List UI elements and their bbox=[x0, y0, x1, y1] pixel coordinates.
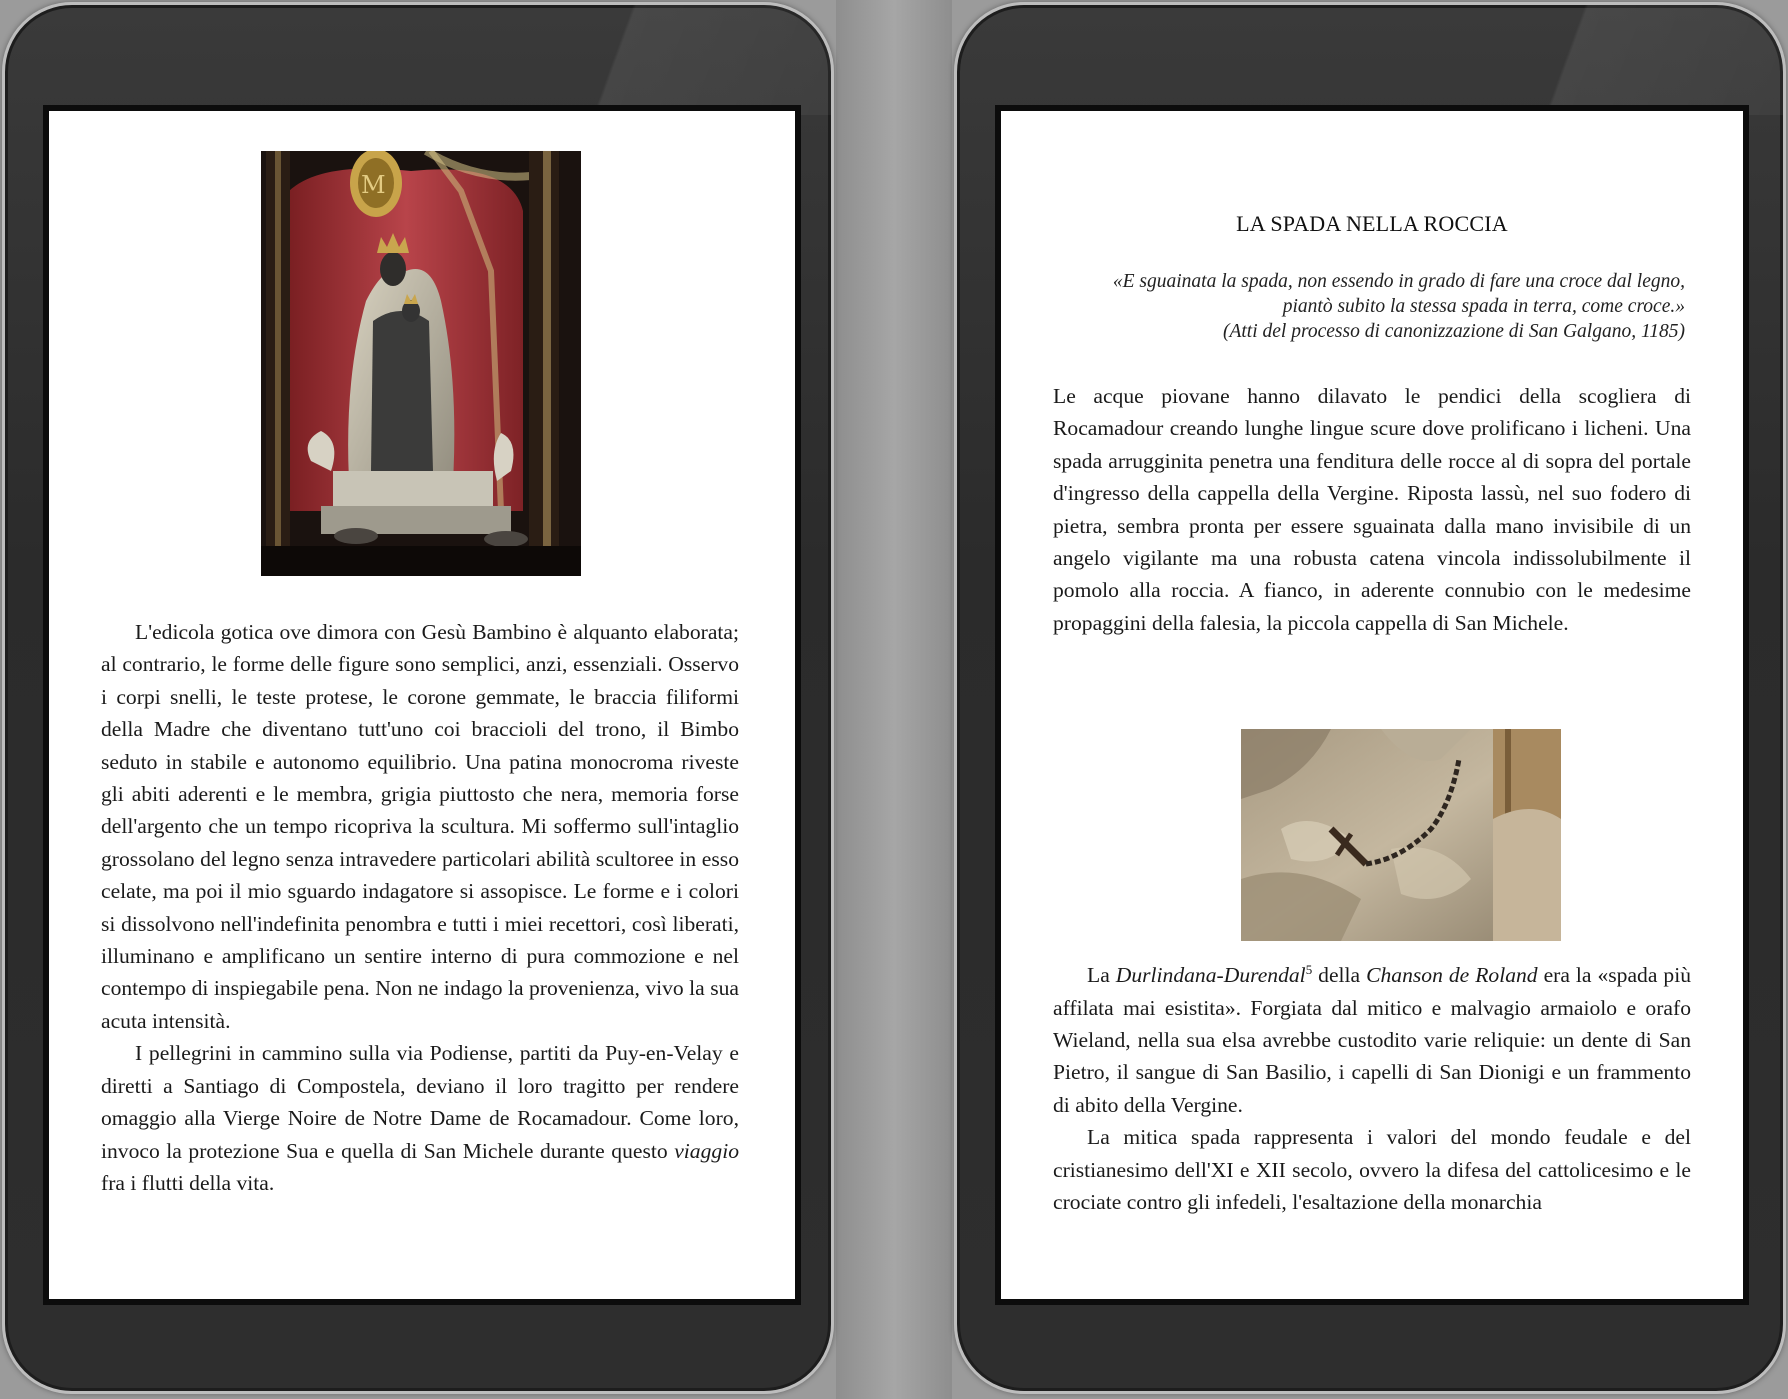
epigraph bbox=[1045, 269, 1685, 344]
paragraph: Le acque piovane hanno dilavato le pendici della scogliera di Rocamadour creando lunghe lingue scure dove prolificano i licheni. Una spada arrugginita penetra una fenditura delle rocce al di sopra del portale d'ingresso della cappella della Vergine. Riposta lassù, nel suo fodero di pietra, sembra pronta per essere sguainata dalla mano invisibile di un angelo vigilante ma una robusta catena vincola indissolubilmente il pomolo alla roccia. A fianco, in aderente connubio con le medesime propaggini della falesia, la piccola cappella di San Michele. bbox=[1053, 384, 1691, 635]
epigraph-line: piantò subito la stessa spada in terra, come croce.» bbox=[1282, 296, 1685, 317]
paragraph: L'edicola gotica ove dimora con Gesù Bambino è alquanto elaborata; al contrario, le forme delle figure sono semplici, anzi, essenziali. Osservo i corpi snelli, le teste protese, le corone gemmate, le braccia filiformi della Madre che diventano tutt'uno coi braccioli del trono, il Bimbo seduto in stabile e autonomo equilibrio. Una patina monocroma riveste gli abiti aderenti e le membra, grigia piuttosto che nera, memoria forse dell'argento che un tempo ricopriva la scultura. Mi soffermo sull'intaglio grossolano del legno senza intravedere particolari abilità scultoree in esso celate, ma poi il mio sguardo indagatore si assopisce. Le forme e i colori si dissolvono nell'indefinita penombra e tutti i miei recettori, così liberati, illuminano e amplificano un sentire interno di pura commozione e nel contempo di inspiegabile pena. Non ne indago la provenienza, vivo la sua acuta intensità. bbox=[101, 620, 739, 1033]
screen-right bbox=[995, 105, 1749, 1305]
right-page-text-top bbox=[1053, 380, 1691, 639]
tablet-right bbox=[954, 2, 1786, 1394]
photo-black-madonna bbox=[261, 151, 581, 576]
paragraph: I pellegrini in cammino sulla via Podiense, partiti da Puy-en-Velay e diretti a Santiago di Compostela, deviano il loro tragitto per rendere omaggio alla Vierge Noire de Notre Dame de Rocamadour. Come loro, invoco la protezione Sua e quella di San Michele durante questo viaggio fra i flutti della vita. bbox=[101, 1041, 739, 1195]
svg-text:M: M bbox=[361, 171, 386, 199]
background-divider bbox=[836, 0, 952, 1399]
right-page-text-bottom bbox=[1053, 954, 1691, 1218]
chapter-title: LA SPADA NELLA ROCCIA bbox=[1236, 211, 1508, 236]
paragraph: La Durlindana-Durendal$^5$ della Chanson de Roland era la «spada più affilata mai esistita». Forgiata dal mitico e malvagio armaiolo e orafo Wieland, nella sua elsa avrebbe custodito varie reliquie: un dente di San Pietro, il sangue di San Basilio, i capelli di San Dionigi e un frammento di abito della Vergine. bbox=[1053, 962, 1691, 1117]
screen-left bbox=[43, 105, 801, 1305]
left-page-text bbox=[101, 616, 739, 1199]
photo-sword-in-rock bbox=[1241, 729, 1561, 941]
paragraph: La mitica spada rappresenta i valori del mondo feudale e del cristianesimo dell'XI e XII secolo, ovvero la difesa del cattolicesimo e le crociate contro gli infedeli, l'esaltazione della monarchia bbox=[1053, 1125, 1691, 1215]
tablet-left bbox=[2, 2, 834, 1394]
epigraph-line: «E sguainata la spada, non essendo in grado di fare una croce dal legno, bbox=[1112, 271, 1685, 292]
epigraph-source: (Atti del processo di canonizzazione di San Galgano, 1185) bbox=[1222, 321, 1685, 342]
